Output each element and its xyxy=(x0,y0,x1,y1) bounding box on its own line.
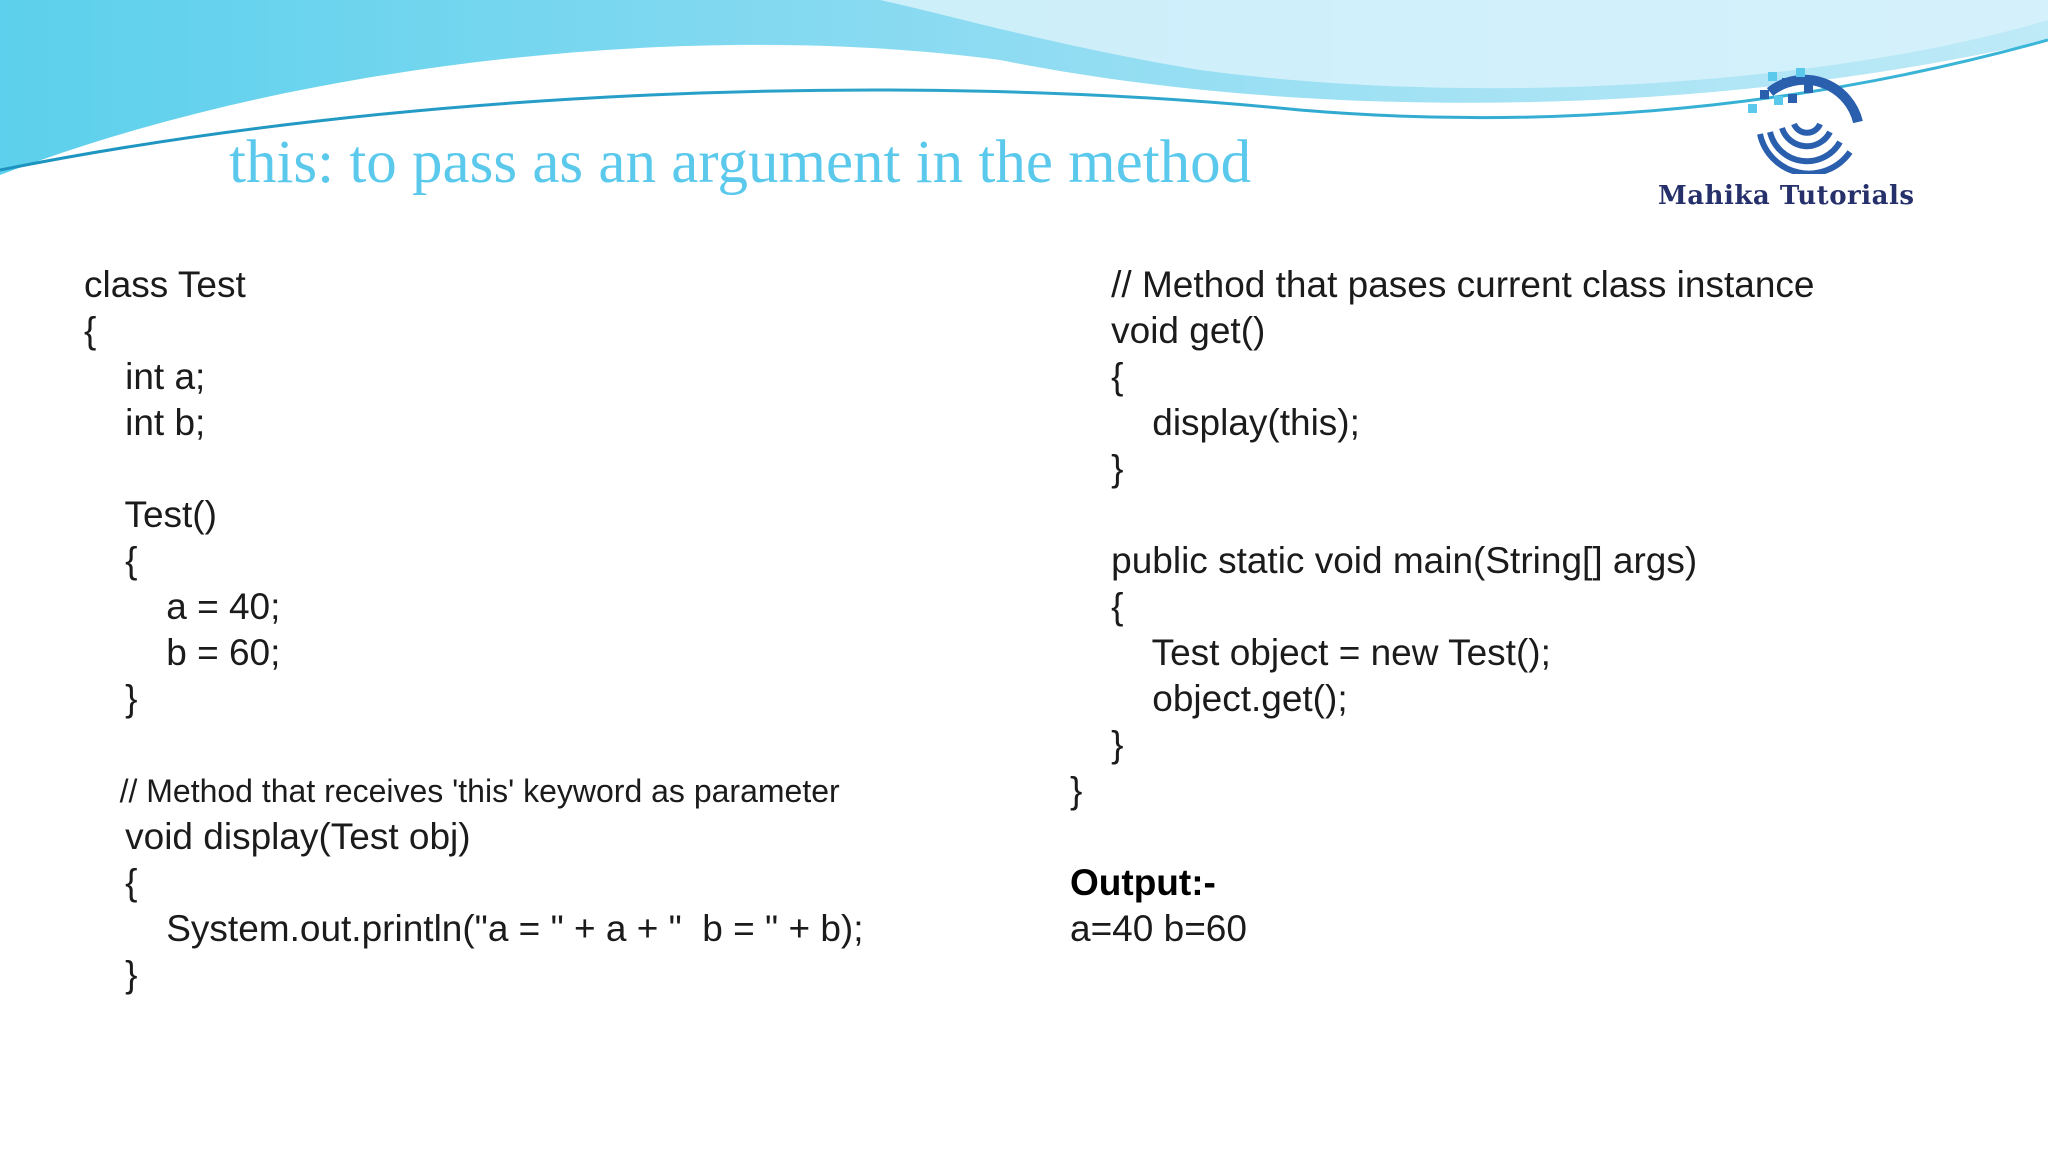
output-label: Output:- xyxy=(1070,862,1216,903)
code-line xyxy=(84,722,864,768)
code-line: } xyxy=(1070,770,1083,811)
code-line: } xyxy=(84,678,138,719)
code-line: int a; xyxy=(84,356,206,397)
code-line: b = 60; xyxy=(84,632,281,673)
code-line: } xyxy=(1070,448,1124,489)
code-line: { xyxy=(1070,586,1124,627)
code-block-right xyxy=(1070,262,1814,814)
output-value: a=40 b=60 xyxy=(1070,908,1247,949)
code-line: int b; xyxy=(84,402,206,443)
code-line: public static void main(String[] args) xyxy=(1070,540,1698,581)
code-comment: // Method that pases current class instance xyxy=(1070,264,1815,305)
code-line: object.get(); xyxy=(1070,678,1348,719)
code-line: class Test xyxy=(84,264,246,305)
code-line: display(this); xyxy=(1070,402,1360,443)
logo-icon xyxy=(1740,64,1880,174)
code-comment: // Method that receives 'this' keyword as parameter xyxy=(84,773,840,809)
logo-text: Mahika Tutorials xyxy=(1658,181,1915,211)
code-line: void display(Test obj) xyxy=(84,816,471,857)
code-line: Test object = new Test(); xyxy=(1070,632,1551,673)
code-line: } xyxy=(1070,724,1124,765)
slide-title: this: to pass as an argument in the method xyxy=(229,129,1252,196)
code-line: { xyxy=(84,540,138,581)
code-line: { xyxy=(84,310,97,351)
code-line xyxy=(1070,492,1814,538)
code-line xyxy=(84,446,864,492)
code-line: Test() xyxy=(84,494,217,535)
code-line: { xyxy=(1070,356,1124,397)
code-line: { xyxy=(84,862,138,903)
code-line: void get() xyxy=(1070,310,1266,351)
code-line: System.out.println("a = " + a + " b = " + b); xyxy=(84,908,864,949)
code-line: a = 40; xyxy=(84,586,281,627)
code-line: } xyxy=(84,954,138,995)
code-block-left xyxy=(84,262,864,998)
